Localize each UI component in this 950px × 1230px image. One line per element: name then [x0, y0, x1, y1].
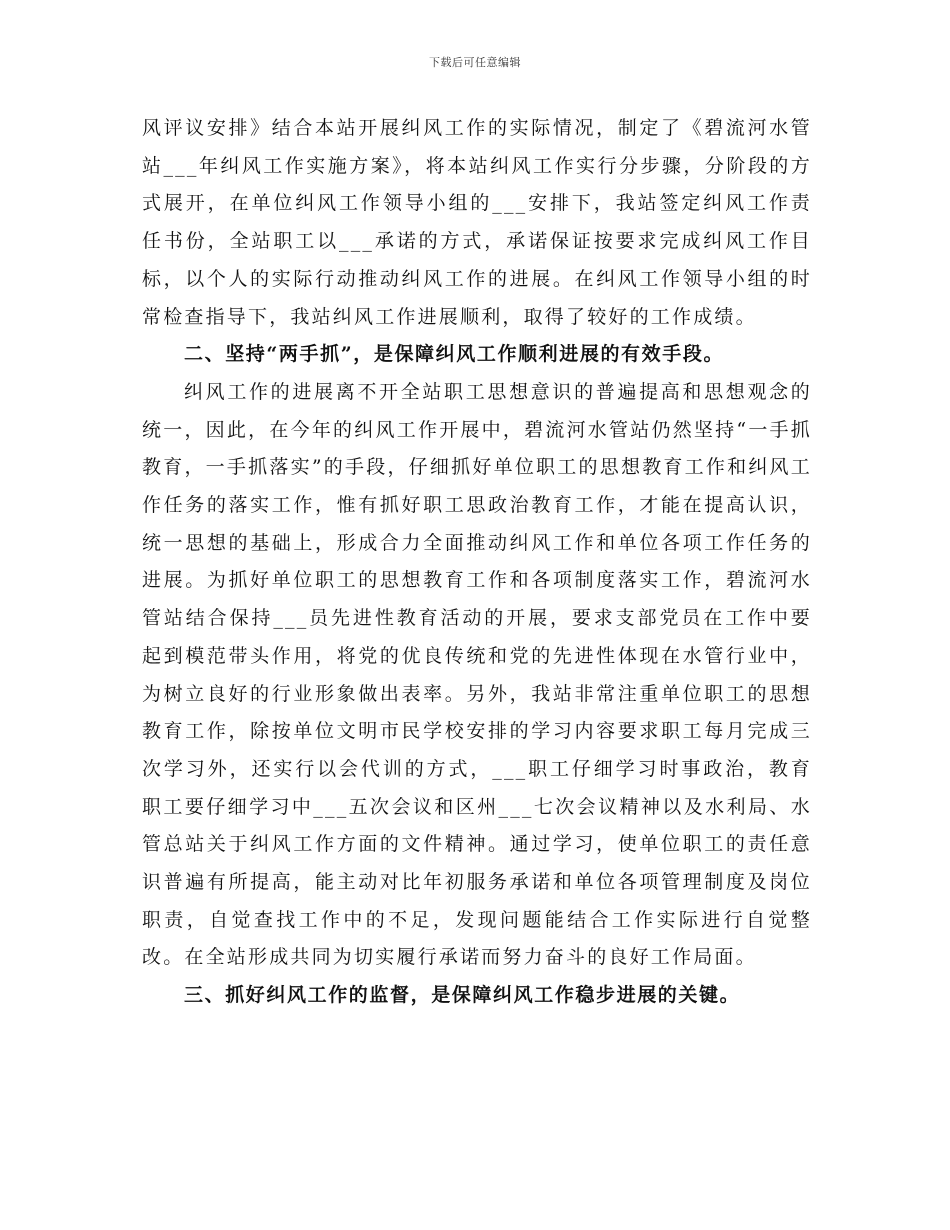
- paragraph-section-2: 纠风工作的进展离不开全站职工思想意识的普遍提高和思想观念的统一，因此，在今年的纠风工作开展中，碧流河水管站仍然坚持“一手抓教育，一手抓落实”的手段，仔细抓好单位职工的思想教育工作和纠风工作任务的落实工作，惟有抓好职工思政治教育工作，才能在提高认识，统一思想的基础上，形成合力全面推动纠风工作和单位各项工作任务的进展。为抓好单位职工的思想教育工作和各项制度落实工作，碧流河水管站结合保持___员先进性教育活动的开展，要求支部党员在工作中要起到模范带头作用，将党的优良传统和党的先进性体现在水管行业中，为树立良好的行业形象做出表率。另外，我站非常注重单位职工的思想教育工作，除按单位文明市民学校安排的学习内容要求职工每月完成三次学习外，还实行以会代训的方式，___职工仔细学习时事政治，教育职工要仔细学习中___五次会议和区州___七次会议精神以及水利局、水管总站关于纠风工作方面的文件精神。通过学习，使单位职工的责任意识普遍有所提高，能主动对比年初服务承诺和单位各项管理制度及岗位职责，自觉查找工作中的不足，发现问题能结合工作实际进行自觉整改。在全站形成共同为切实履行承诺而努力奋斗的良好工作局面。: [142, 380, 812, 969]
- section-heading-2: 二、坚持“两手抓”，是保障纠风工作顺利进展的有效手段。: [184, 343, 725, 366]
- section-heading-3: 三、抓好纠风工作的监督，是保障纠风工作稳步进展的关键。: [184, 984, 741, 1007]
- page-header-note: 下载后可任意编辑: [429, 56, 521, 69]
- document-body: [142, 110, 812, 1015]
- paragraph-continued: 风评议安排》结合本站开展纠风工作的实际情况，制定了《碧流河水管站___年纠风工作实施方案》，将本站纠风工作实行分步骤，分阶段的方式展开，在单位纠风工作领导小组的___安排下，我站签定纠风工作责任书份，全站职工以___承诺的方式，承诺保证按要求完成纠风工作目标，以个人的实际行动推动纠风工作的进展。在纠风工作领导小组的时常检查指导下，我站纠风工作进展顺利，取得了较好的工作成绩。: [142, 117, 812, 328]
